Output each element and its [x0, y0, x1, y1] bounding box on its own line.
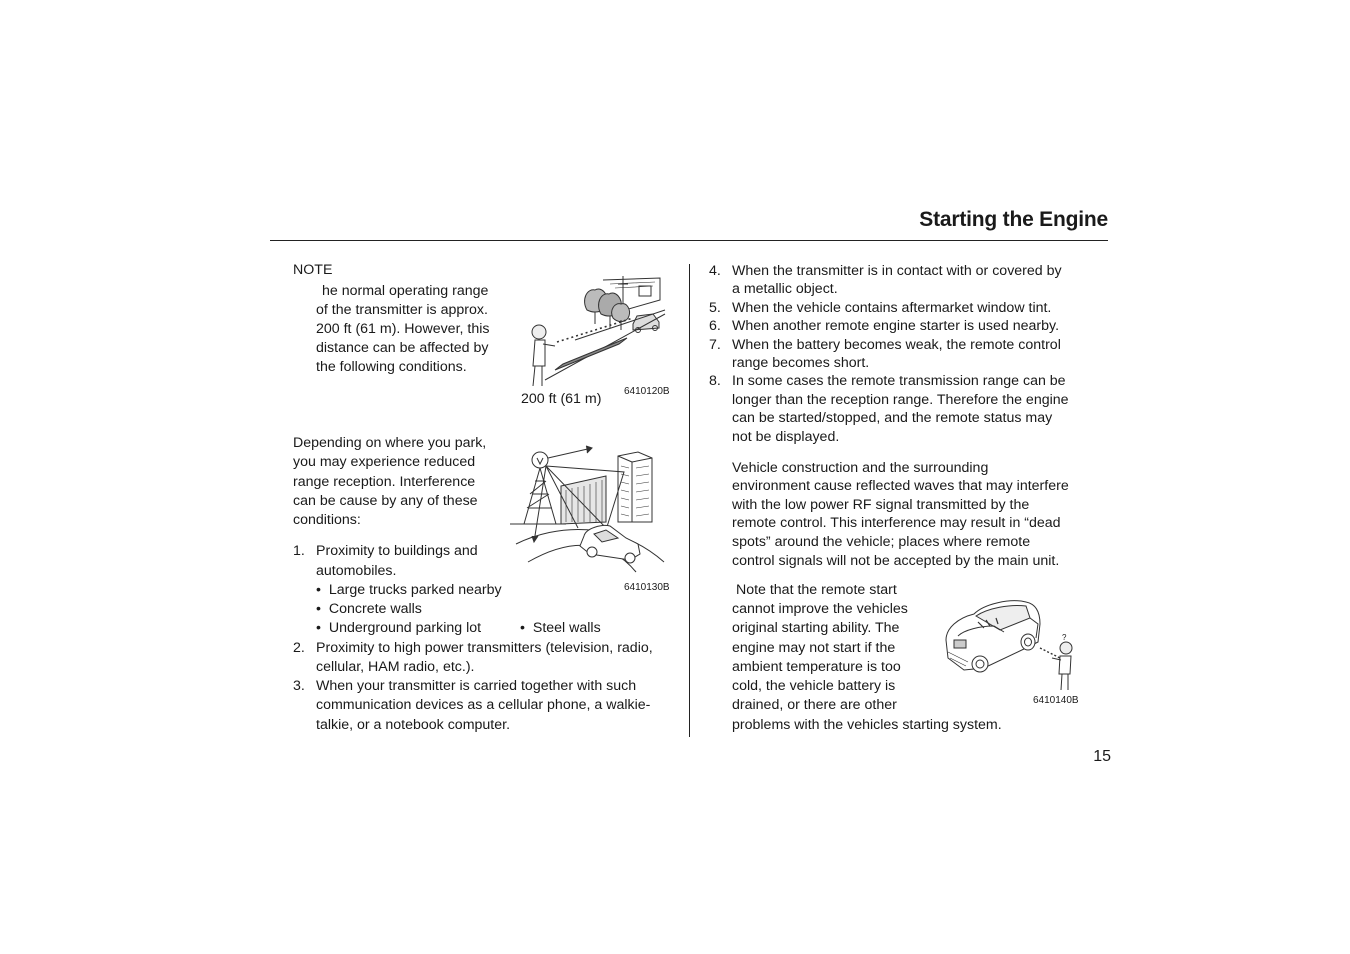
paragraph-line: conditions: — [293, 512, 361, 528]
figure-range-label: 200 ft (61 m) — [521, 391, 602, 407]
bullet-text: Underground parking lot — [328, 620, 482, 636]
car-start-illustration — [940, 596, 1080, 692]
paragraph-line: can be cause by any of these — [293, 493, 478, 509]
list-continuation: longer than the reception range. Therefore the engine — [732, 392, 1069, 408]
list-continuation: range becomes short. — [732, 355, 870, 371]
list-text: When the transmitter is in contact with or covered by — [732, 263, 1062, 279]
paragraph-line: environment cause reflected waves that may interfere — [732, 478, 1069, 494]
note-line: Note that the remote start — [732, 582, 897, 598]
figure-question-mark: ? — [1062, 633, 1067, 642]
list-text: When another remote engine starter is used nearby. — [732, 318, 1060, 334]
list-text: When the vehicle contains aftermarket window tint. — [732, 300, 1052, 316]
list-item — [709, 372, 1066, 391]
paragraph-line: Depending on where you park, — [293, 435, 487, 451]
page-number: 15 — [1093, 748, 1111, 765]
list-item — [709, 317, 1059, 336]
list-number: 3. — [293, 678, 305, 694]
list-number: 5. — [709, 300, 721, 316]
bullet-text: Large trucks parked nearby — [328, 582, 502, 598]
bullet-item: • Concrete walls — [316, 601, 422, 617]
bullet-text: Concrete walls — [328, 601, 422, 617]
note-line: cold, the vehicle battery is — [732, 678, 896, 694]
figure-code: 6410120B — [624, 386, 670, 397]
header-rule — [270, 240, 1108, 241]
list-number: 1. — [293, 543, 305, 559]
note-line: of the transmitter is approx. — [316, 302, 488, 318]
paragraph-line: remote control. This interference may result in “dead — [732, 515, 1061, 531]
list-text: When the battery becomes weak, the remote control — [732, 337, 1061, 353]
list-number: 8. — [709, 373, 721, 389]
list-text: In some cases the remote transmission range can be — [732, 373, 1066, 389]
page-title: Starting the Engine — [919, 208, 1108, 231]
list-item — [293, 677, 636, 696]
list-continuation: communication devices as a cellular phone, a walkie- — [316, 697, 651, 713]
range-illustration — [515, 270, 670, 390]
list-number: 4. — [709, 263, 721, 279]
paragraph-line: spots” around the vehicle; places where remote — [732, 534, 1031, 550]
note-line: cannot improve the vehicles — [732, 601, 908, 617]
column-divider — [689, 264, 690, 737]
list-continuation: cellular, HAM radio, etc.). — [316, 659, 475, 675]
list-item — [709, 299, 1051, 318]
note-line: 200 ft (61 m). However, this — [316, 321, 490, 337]
bullet-text: Steel walls — [532, 620, 601, 636]
list-item — [709, 262, 1062, 281]
note-line: distance can be affected by — [316, 340, 489, 356]
list-text: Proximity to high power transmitters (television, radio, — [316, 640, 653, 656]
bullet-item: • Steel walls — [520, 620, 601, 636]
paragraph-line: control signals will not be accepted by the main unit. — [732, 553, 1060, 569]
list-item — [709, 336, 1061, 355]
list-text: When your transmitter is carried together with such — [316, 678, 637, 694]
figure-code: 6410140B — [1033, 695, 1079, 706]
note-line: engine may not start if the — [732, 640, 896, 656]
list-number: 6. — [709, 318, 721, 334]
list-continuation: not be displayed. — [732, 429, 840, 445]
note-line: original starting ability. The — [732, 620, 900, 636]
note-line: problems with the vehicles starting system. — [732, 717, 1002, 733]
paragraph-line: you may experience reduced — [293, 454, 476, 470]
bullet-item: • Large trucks parked nearby — [316, 582, 502, 598]
list-text: Proximity to buildings and — [316, 543, 478, 559]
list-continuation: can be started/stopped, and the remote status may — [732, 410, 1053, 426]
bullet-item: • Underground parking lot — [316, 620, 482, 636]
list-number: 2. — [293, 640, 305, 656]
list-number: 7. — [709, 337, 721, 353]
list-continuation: a metallic object. — [732, 281, 838, 297]
list-item — [293, 542, 478, 561]
note-line: drained, or there are other — [732, 697, 897, 713]
paragraph-line: with the low power RF signal transmitted by the — [732, 497, 1030, 513]
figure-code: 6410130B — [624, 582, 670, 593]
note-line: he normal operating range — [322, 283, 489, 299]
interference-illustration — [506, 444, 668, 580]
list-continuation: automobiles. — [316, 563, 397, 579]
list-continuation: talkie, or a notebook computer. — [316, 717, 511, 733]
paragraph-line: range reception. Interference — [293, 474, 476, 490]
note-line: the following conditions. — [316, 359, 467, 375]
note-line: ambient temperature is too — [732, 659, 901, 675]
note-heading: NOTE — [293, 262, 333, 278]
paragraph-line: Vehicle construction and the surrounding — [732, 460, 989, 476]
list-item — [293, 639, 653, 658]
